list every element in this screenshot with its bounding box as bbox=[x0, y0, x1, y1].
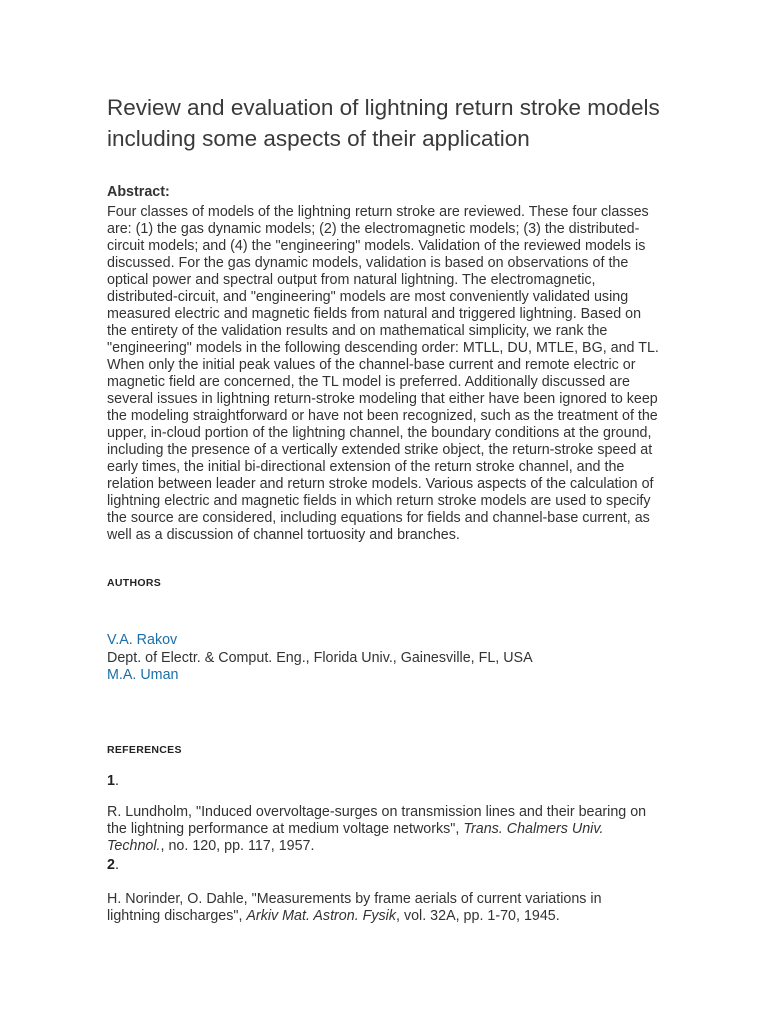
references-heading: REFERENCES bbox=[107, 744, 182, 756]
paper-title: Review and evaluation of lightning return stroke models including some aspects of their application bbox=[107, 95, 660, 151]
author-affiliation: Dept. of Electr. & Comput. Eng., Florida Univ., Gainesville, FL, USA bbox=[107, 650, 533, 666]
reference-1 bbox=[107, 804, 647, 855]
reference-2 bbox=[107, 891, 647, 925]
reference-2-citation: H. Norinder, O. Dahle, "Measurements by frame aerials of current variations in lightning discharges", bbox=[107, 891, 602, 924]
reference-1-details: , no. 120, pp. 117, 1957. bbox=[160, 838, 315, 854]
reference-1-citation: R. Lundholm, "Induced overvoltage-surges on transmission lines and their bearing on the lightning performance at medium voltage networks", bbox=[107, 804, 647, 837]
reference-number-1-value: 1 bbox=[107, 773, 115, 789]
reference-number-2-value: 2 bbox=[107, 857, 115, 873]
reference-number-1: 1. bbox=[107, 773, 119, 789]
abstract-text: Four classes of models of the lightning return stroke are reviewed. These four classes are: (1) the gas dynamic models; (2) the electromagnetic models; (3) the distributed-circuit models; and (4) the "engineering" models. Validation of the reviewed models is discussed. For the gas dynamic models, validation is based on observations of the optical power and spectral output from natural lightning. The electromagnetic, distributed-circuit, and "engineering" models are most conveniently validated using measured electric and magnetic fields from natural and triggered lightning. Based on the entirety of the validation results and on mathematical simplicity, we rank the "engineering" models in the following descending order: MTLL, DU, MTLE, BG, and TL. When only the initial peak values of the channel-base current and remote electric or magnetic field are concerned, the TL model is preferred. Additionally discussed are several issues in lightning return-stroke modeling that either have been ignored to keep the modeling straightforward or have not been recognized, such as the treatment of the upper, in-cloud portion of the lightning channel, the boundary conditions at the ground, including the presence of a vertically extended strike object, the return-stroke speed at early times, the initial bi-directional extension of the return stroke channel, and the relation between leader and return stroke models. Various aspects of the calculation of lightning electric and magnetic fields in which return stroke models are used to specify the source are considered, including equations for fields and channel-base current, as well as a discussion of channel tortuosity and branches. bbox=[107, 204, 659, 543]
authors-heading: AUTHORS bbox=[107, 577, 162, 589]
author-link-rakov[interactable]: V.A. Rakov bbox=[107, 632, 178, 648]
reference-number-2: 2. bbox=[107, 857, 119, 873]
reference-2-journal: Arkiv Mat. Astron. Fysik bbox=[246, 908, 396, 924]
reference-1-journal: Trans. Chalmers Univ. Technol. bbox=[107, 821, 604, 854]
reference-2-details: , vol. 32A, pp. 1-70, 1945. bbox=[396, 908, 560, 924]
author-link-uman[interactable]: M.A. Uman bbox=[107, 667, 179, 683]
abstract-heading: Abstract: bbox=[107, 184, 170, 200]
